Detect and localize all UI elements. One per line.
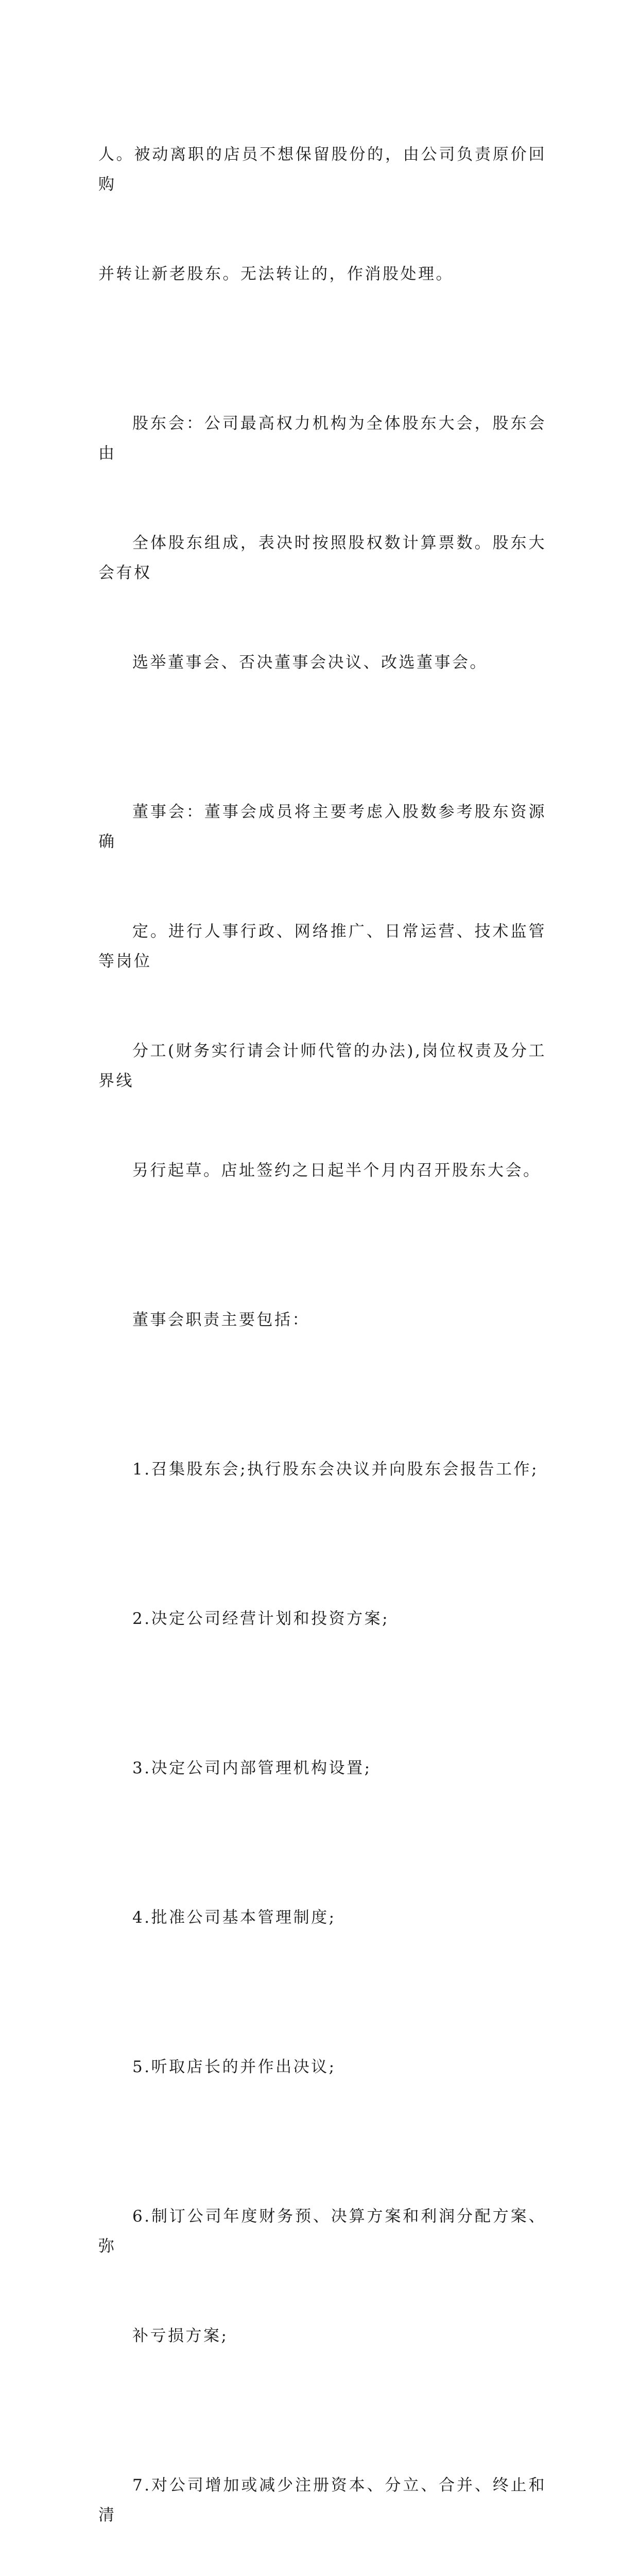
text-line: 分工(财务实行请会计师代管的办法),岗位权责及分工界线 xyxy=(98,1042,546,1090)
paragraph-board xyxy=(98,737,546,1245)
text-line: 股东会：公司最高权力机构为全体股东大会，股东会由 xyxy=(98,414,546,463)
text-line: 5.听取店长的并作出决议; xyxy=(132,2058,336,2076)
text-line: 2.决定公司经营计划和投资方案; xyxy=(132,1609,390,1628)
text-line: 全体股东组成，表决时按照股权数计算票数。股东大会有权 xyxy=(98,534,546,582)
text-line: 并转让新老股东。无法转让的，作消股处理。 xyxy=(98,265,454,283)
list-item-duty-6 xyxy=(98,2142,546,2411)
list-item-duty-5 xyxy=(98,1992,546,2142)
paragraph-board-duties-heading xyxy=(98,1245,546,1395)
list-item-duty-1 xyxy=(98,1395,546,1544)
text-line: 1.召集股东会;执行股东会决议并向股东会报告工作; xyxy=(132,1460,539,1479)
paragraph-shareholders-meeting xyxy=(98,349,546,737)
text-line: 另行起草。店址签约之日起半个月内召开股东大会。 xyxy=(132,1161,541,1180)
text-line: 7.对公司增加或减少注册资本、分立、合并、终止和清 xyxy=(98,2476,546,2524)
paragraph-repurchase xyxy=(98,80,546,349)
text-line: 选举董事会、否决董事会决议、改选董事会。 xyxy=(132,653,488,672)
list-item-duty-7 xyxy=(98,2411,546,2576)
text-line: 董事会：董事会成员将主要考虑入股数参考股东资源确 xyxy=(98,803,546,851)
text-line: 补亏损方案; xyxy=(132,2327,229,2345)
list-item-duty-2 xyxy=(98,1544,546,1693)
text-line: 3.决定公司内部管理机构设置; xyxy=(132,1759,372,1777)
text-line: 6.制订公司年度财务预、决算方案和利润分配方案、弥 xyxy=(98,2207,546,2256)
text-line: 定。进行人事行政、网络推广、日常运营、技术监管等岗位 xyxy=(98,922,546,971)
list-item-duty-3 xyxy=(98,1693,546,1843)
text-line: 4.批准公司基本管理制度; xyxy=(132,1908,336,1927)
text-line: 董事会职责主要包括： xyxy=(132,1311,310,1329)
list-item-duty-4 xyxy=(98,1843,546,1992)
text-line: 人。被动离职的店员不想保留股份的，由公司负责原价回购 xyxy=(98,145,546,194)
document-body xyxy=(98,80,546,2576)
